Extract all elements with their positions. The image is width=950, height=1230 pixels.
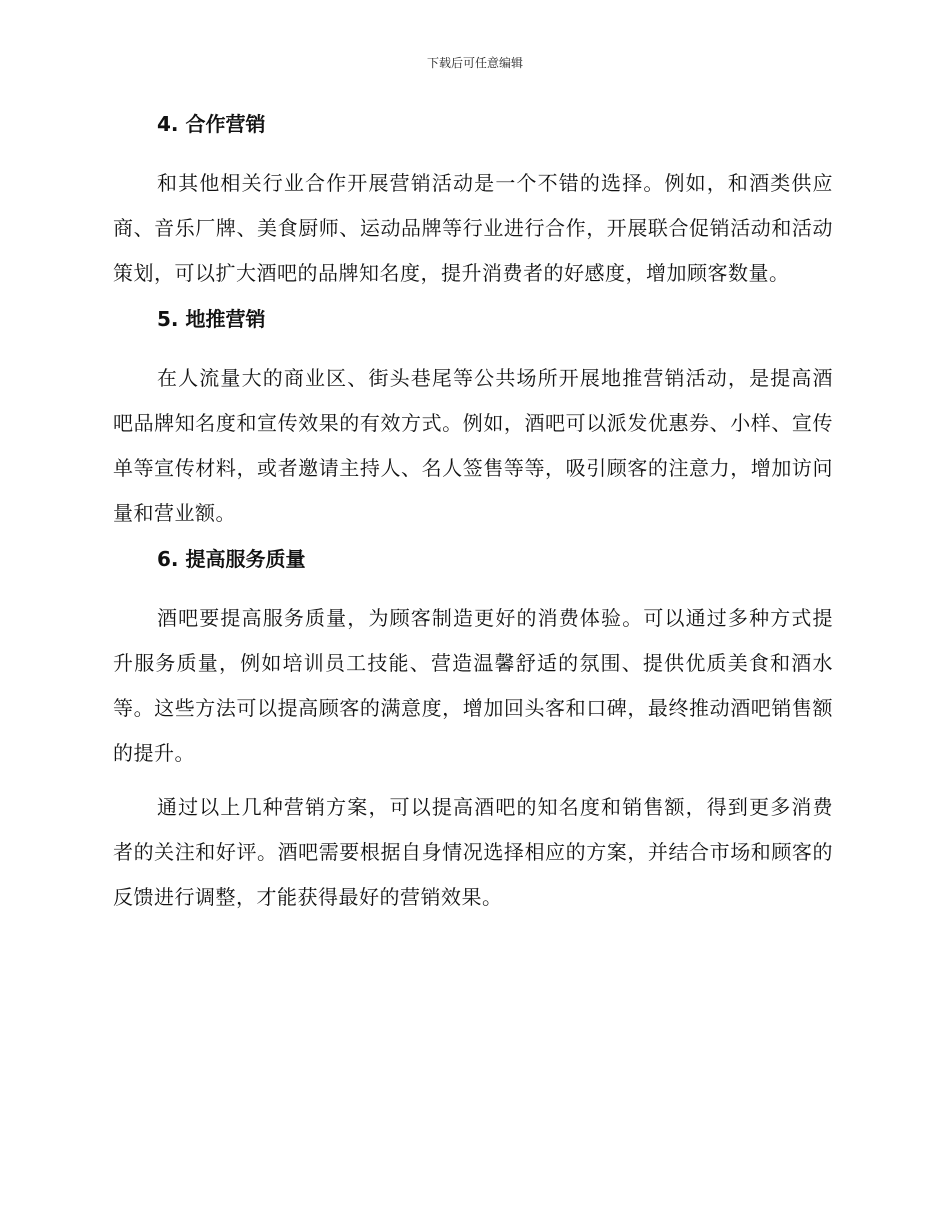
section-paragraph-ground-promotion: 在人流量大的商业区、街头巷尾等公共场所开展地推营销活动，是提高酒吧品牌知名度和宣传效果的有效方式。例如，酒吧可以派发优惠券、小样、宣传单等宣传材料，或者邀请主持人、名人签售等等，吸引顾客的注意力，增加访问量和营业额。 xyxy=(113,366,833,525)
section-paragraph-cooperative-marketing: 和其他相关行业合作开展营销活动是一个不错的选择。例如，和酒类供应商、音乐厂牌、美食厨师、运动品牌等行业进行合作，开展联合促销活动和活动策划，可以扩大酒吧的品牌知名度，提升消费者的好感度，增加顾客数量。 xyxy=(113,171,833,285)
page-header-note: 下载后可任意编辑 xyxy=(426,56,523,70)
section-heading-cooperative-marketing: 4. 合作营销 xyxy=(157,112,266,136)
document-body xyxy=(113,110,833,929)
section-paragraph-service-quality: 酒吧要提高服务质量，为顾客制造更好的消费体验。可以通过多种方式提升服务质量，例如培训员工技能、营造温馨舒适的氛围、提供优质美食和酒水等。这些方法可以提高顾客的满意度，增加回头客和口碑，最终推动酒吧销售额的提升。 xyxy=(113,606,833,765)
conclusion-paragraph: 通过以上几种营销方案，可以提高酒吧的知名度和销售额，得到更多消费者的关注和好评。酒吧需要根据自身情况选择相应的方案，并结合市场和顾客的反馈进行调整，才能获得最好的营销效果。 xyxy=(113,795,833,909)
section-heading-service-quality: 6. 提高服务质量 xyxy=(157,547,306,571)
section-heading-ground-promotion: 5. 地推营销 xyxy=(157,307,266,331)
